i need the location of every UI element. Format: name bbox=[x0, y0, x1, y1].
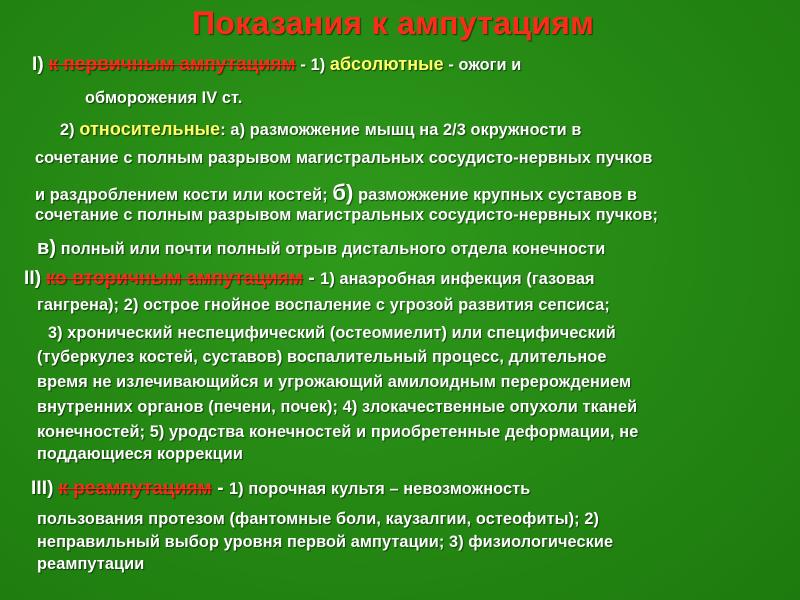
section1-line5-prefix: и раздроблением кости или костей; bbox=[35, 186, 333, 204]
section3-separator: - bbox=[211, 478, 230, 499]
section1-number: I) bbox=[32, 54, 44, 75]
section2-line8: поддающиеся коррекции bbox=[37, 445, 243, 463]
section1-heading: к первичным ампутациям bbox=[48, 54, 296, 75]
section1-line7 bbox=[37, 237, 605, 260]
section1-absolute-label: абсолютные bbox=[329, 54, 444, 74]
section2-line1-rest: 1) анаэробная инфекция (газовая bbox=[320, 270, 595, 288]
section1-line7-rest: полный или почти полный отрыв дистального отдела конечности bbox=[56, 240, 606, 258]
section1-line5-suffix: разможжение крупных суставов в bbox=[353, 186, 638, 204]
section2-separator: - bbox=[302, 268, 321, 289]
section3-line2: пользования протезом (фантомные боли, каузалгии, остеофиты); 2) bbox=[37, 510, 600, 528]
section3-line4: реампутации bbox=[37, 555, 145, 573]
section1-line6: сочетание с полным разрывом магистральных сосудисто-нервных пучков; bbox=[35, 206, 659, 224]
slide-title: Показания к ампутациям bbox=[192, 5, 595, 41]
section1-line1 bbox=[32, 54, 521, 76]
section1-line2: обморожения IV ст. bbox=[85, 89, 243, 107]
section2-line7: конечностей; 5) уродства конечностей и приобретенные деформации, не bbox=[37, 423, 639, 441]
section2-line6: внутренних органов (печени, почек); 4) злокачественные опухоли тканей bbox=[37, 398, 638, 416]
section1-relative-label: относительные bbox=[79, 119, 221, 139]
section2-line3: 3) хронический неспецифический (остеомиелит) или специфический bbox=[48, 324, 616, 342]
section1-line1-suffix: - ожоги и bbox=[443, 56, 522, 74]
section3-line3: неправильный выбор уровня первой ампутации; 3) физиологические bbox=[37, 533, 614, 551]
section3-line1 bbox=[31, 478, 530, 500]
section1-line4: сочетание с полным разрывом магистральных сосудисто-нервных пучков bbox=[35, 149, 653, 167]
section3-line1-rest: 1) порочная культя – невозможность bbox=[229, 480, 531, 498]
section3-number: III) bbox=[31, 478, 54, 499]
section2-line4: (туберкулез костей, суставов) воспалительный процесс, длительное bbox=[37, 348, 607, 366]
section2-line2: гангрена); 2) острое гнойное воспаление с угрозой развития сепсиса; bbox=[37, 296, 610, 314]
section2-line5: время не излечивающийся и угрожающий амилоидным перерождением bbox=[37, 373, 632, 391]
section1-letter-v: в) bbox=[37, 237, 57, 259]
section1-line3-prefix: 2) bbox=[60, 121, 80, 139]
section3-heading: к реампутациям bbox=[58, 478, 212, 499]
section1-line5 bbox=[35, 180, 637, 206]
section1-line3-suffix: : а) разможжение мышц на 2/3 окружности в bbox=[220, 121, 582, 139]
section1-separator: - bbox=[295, 56, 311, 74]
section2-number: II) bbox=[24, 268, 42, 289]
section1-letter-b: б) bbox=[332, 180, 354, 205]
section2-line1 bbox=[24, 268, 595, 290]
section1-line3 bbox=[60, 119, 581, 140]
section2-heading: ко вторичным ампутациям bbox=[45, 268, 303, 289]
section1-line1-prefix: 1) bbox=[310, 56, 330, 74]
